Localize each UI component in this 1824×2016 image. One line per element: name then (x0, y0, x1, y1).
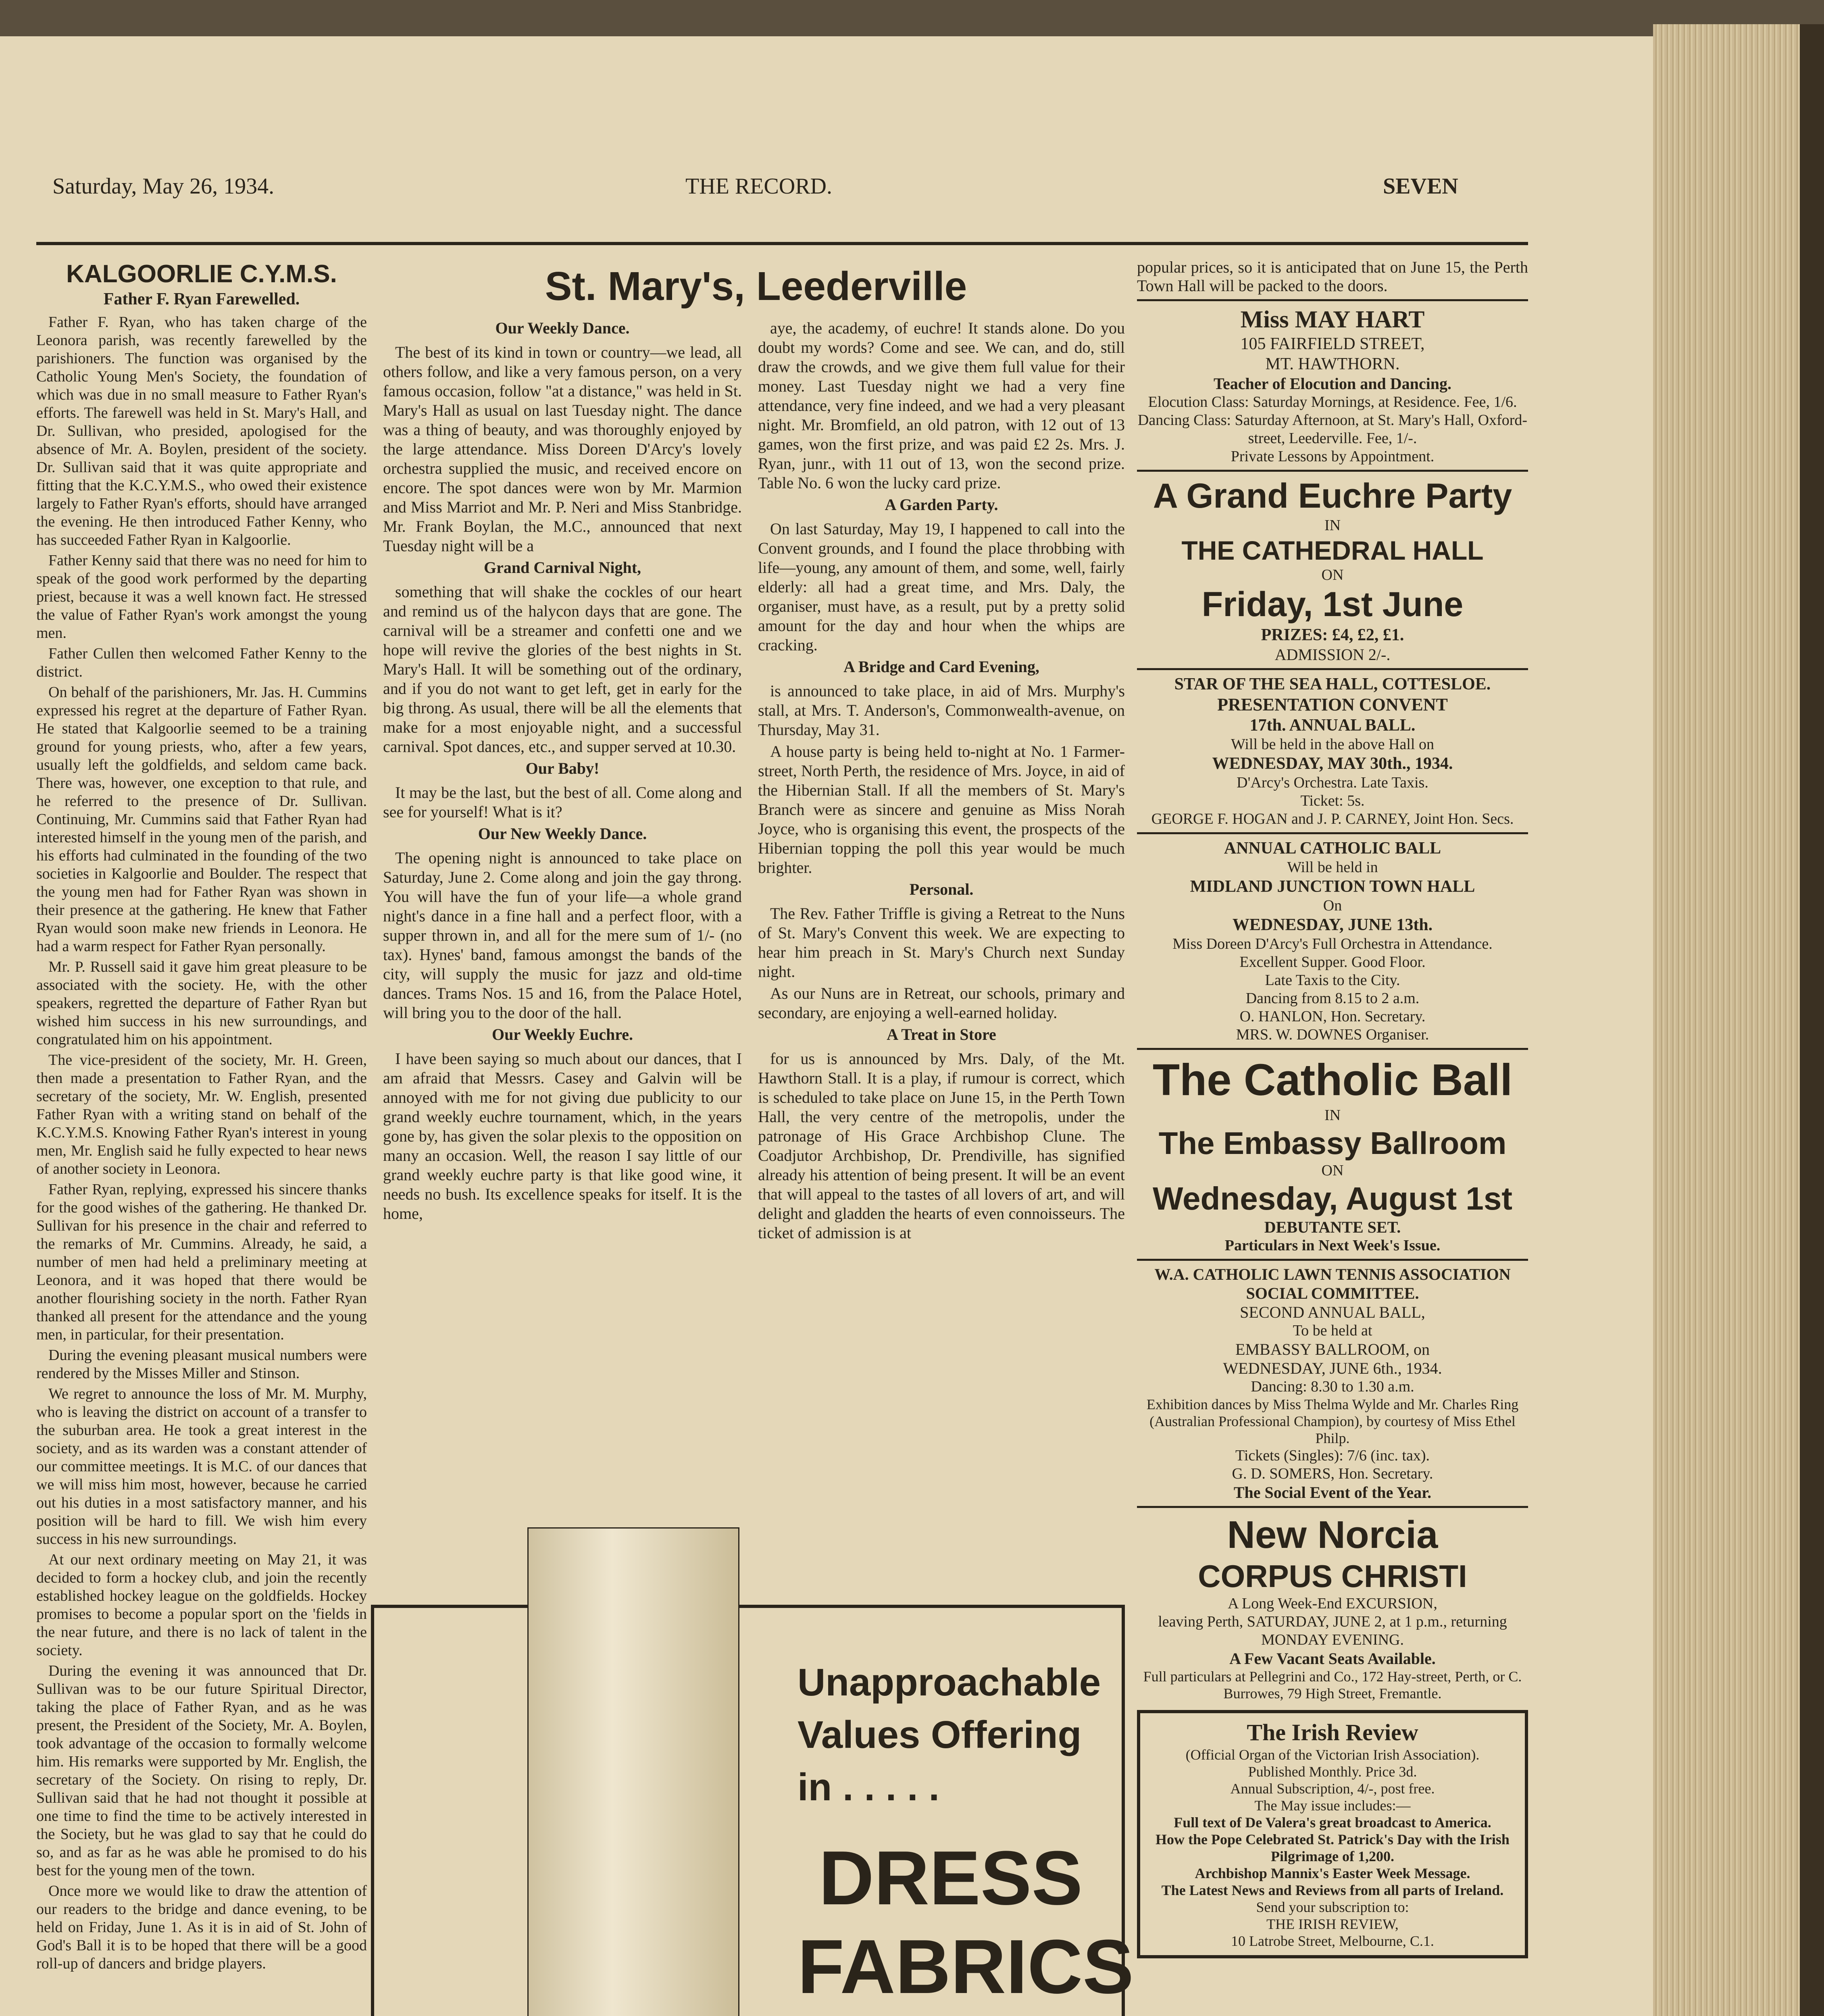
irish-review-advert (1137, 1710, 1528, 1958)
hart-line: Elocution Class: Saturday Mornings, at Residence. Fee, 1/6. (1148, 394, 1517, 410)
tennis-line: SOCIAL COMMITTEE. (1246, 1284, 1419, 1302)
kalgoorlie-paragraph: Father F. Ryan, who has taken charge of the Leonora parish, was recently farewelled by the parishioners. The function was organised by the Catholic Young Men's Society, the foundation of which was due in no small measure to Father Ryan's efforts. The farewell was held in St. Mary's Hall, and Dr. Sullivan, who presided, apologised for the absence of Mr. A. Boylen, president of the society. Dr. Sullivan said that it was quite appropriate and fitting that the K.C.Y.M.S., who owed their existence largely to Father Ryan's efforts, should have arranged the evening. He then introduced Father Kenny, who has succeeded Father Ryan in Kalgoorlie. (36, 314, 367, 548)
tagline-1: Unapproachable (797, 1661, 1101, 1704)
euchre-line: THE CATHEDRAL HALL (1181, 535, 1484, 565)
dress-heading: DRESS (818, 1835, 1083, 1921)
ball-line: The Catholic Ball (1152, 1055, 1513, 1105)
header-date: Saturday, May 26, 1934. (52, 174, 275, 199)
euchre-line: PRIZES: £4, £2, £1. (1261, 626, 1404, 644)
kalgoorlie-paragraph: The vice-president of the society, Mr. H. Green, then made a presentation to Father Ryan, and the secretary of the society, Mr. W. English, presented Father Ryan with a writing stand on behalf of the K.C.Y.M.S. Knowing Father Ryan's interest in young men, Mr. English said he fully expected to hear news of another society in Leonora. (36, 1052, 367, 1177)
tennis-line: SECOND ANNUAL BALL, (1240, 1303, 1425, 1321)
kalgoorlie-paragraph: During the evening it was announced that Dr. Sullivan was to be our future Spiritual Director, taking the place of Father Ryan, and as he was present, the President of the Society, Mr. A. Boylen, took advantage of the occasion to formally welcome him. His remarks were supported by Mr. English, the secretary of the Society. On rising to reply, Dr. Sullivan said that he had not thought it possible at one time to find the time to be actively interested in the Society, but he was glad to say that he could do so, and as far as he was able he promised to do his best for the young men of the town. (36, 1662, 367, 1879)
kalgoorlie-paragraph: Mr. P. Russell said it gave him great pleasure to be associated with the society. He, with the other speakers, regretted the departure of Father Ryan but wished him success in his new surroundings, and congratulated him on his appointment. (36, 958, 367, 1048)
kalgoorlie-subtitle: Father F. Ryan Farewelled. (103, 290, 300, 308)
section-heading: Personal. (909, 880, 974, 898)
lawn-tennis-advert (1137, 1265, 1528, 1502)
euchre-line: ON (1321, 566, 1344, 583)
irish-line: 10 Latrobe Street, Melbourne, C.1. (1231, 1933, 1434, 1949)
midland-line: O. HANLON, Hon. Secretary. (1239, 1008, 1426, 1025)
hart-line: Teacher of Elocution and Dancing. (1213, 375, 1452, 393)
kalgoorlie-title: KALGOORLIE C.Y.M.S. (66, 260, 337, 288)
kalgoorlie-column (36, 258, 367, 2016)
midland-line: Late Taxis to the City. (1265, 972, 1400, 989)
irish-line: Archbishop Mannix's Easter Week Message. (1195, 1865, 1470, 1881)
ball-line: ON (1321, 1162, 1344, 1179)
article-paragraph: something that will shake the cockles of our heart and remind us of the halycon days that are gone. The carnival will be a streamer and confetti one and we hope will revive the glories of the best nights in St. Mary's Hall. It will be something out of the ordinary, and if you do not want to get left, get in early for the big throng. As usual, there will be all the elements that make for a most enjoyable night, and a successful carnival. Spot dances, etc., and supper served at 10.30. (383, 583, 742, 756)
section-heading: A Treat in Store (887, 1025, 996, 1043)
hart-line: Miss MAY HART (1240, 306, 1425, 333)
article-paragraph: is announced to take place, in aid of Mrs. Murphy's stall, at Mrs. T. Anderson's, Commonwealth-avenue, on Thursday, May 31. (758, 682, 1125, 739)
article-paragraph: aye, the academy, of euchre! It stands alone. Do you doubt my words? Come and see. We can, and do, still draw the crowds, and we give them full value for their money. Last Tuesday night we had a very fine attendance, very fine indeed, and we had a very pleasant night. Mr. Bromfield, an old patron, with 12 out of 13 games, won the first prize, and was paid £2 2s. Mrs. J. Ryan, junr., with 11 out of 13, won the second prize. Table No. 6 won the lucky card prize. (758, 319, 1125, 492)
leederville-continued: popular prices, so it is anticipated that on June 15, the Perth Town Hall will be packed to the doors. (1137, 258, 1528, 295)
irish-line: Annual Subscription, 4/-, post free. (1230, 1781, 1435, 1797)
article-paragraph: As our Nuns are in Retreat, our schools, primary and secondary, are enjoying a well-earned holiday. (758, 984, 1125, 1022)
tagline-3: in . . . . . (797, 1766, 940, 1809)
kalgoorlie-paragraph: Father Cullen then welcomed Father Kenny to the district. (36, 645, 367, 680)
ball-line: Wednesday, August 1st (1152, 1181, 1513, 1216)
book-edge (1653, 24, 1824, 2016)
section-heading: A Bridge and Card Evening, (843, 658, 1039, 676)
tennis-line: G. D. SOMERS, Hon. Secretary. (1232, 1465, 1433, 1482)
kalgoorlie-body (36, 313, 367, 1973)
catholic-ball-advert (1137, 1054, 1528, 1255)
star-line: PRESENTATION CONVENT (1217, 695, 1448, 714)
star-line: WEDNESDAY, MAY 30th., 1934. (1212, 754, 1453, 773)
hart-line: 105 FAIRFIELD STREET, (1240, 335, 1425, 353)
irish-line: The Irish Review (1247, 1719, 1418, 1745)
ball-line: Particulars in Next Week's Issue. (1224, 1237, 1441, 1254)
ball-line: IN (1324, 1107, 1341, 1124)
norcia-line: A Few Vacant Seats Available. (1229, 1649, 1436, 1668)
star-line: Ticket: 5s. (1300, 792, 1365, 809)
norcia-line: New Norcia (1227, 1513, 1438, 1556)
leederville-title: St. Mary's, Leederville (545, 264, 967, 309)
leederville-column-1 (383, 319, 742, 1512)
kalgoorlie-paragraph: Father Ryan, replying, expressed his sincere thanks for the good wishes of the gathering. He thanked Dr. Sullivan for his presence in the chair and referred to the remarks of Mr. Cummins. Already, he said, a number of men had held a preliminary meeting at Leonora, and it was hoped that there would be another flourishing society in the north. Father Ryan thanked all present for the attendance and the young men, in particular, for their presentation. (36, 1181, 367, 1343)
tennis-line: W.A. CATHOLIC LAWN TENNIS ASSOCIATION (1154, 1265, 1511, 1283)
kalgoorlie-paragraph: Once more we would like to draw the attention of our readers to the bridge and dance evening, to be held on Friday, June 1. As it is in aid of St. John of God's Ball it is to be hoped that there will be a good roll-up of dancers and bridge players. (36, 1883, 367, 1972)
hart-line: Private Lessons by Appointment. (1231, 448, 1435, 465)
tennis-line: The Social Event of the Year. (1233, 1483, 1432, 1502)
star-line: Will be held in the above Hall on (1231, 736, 1434, 753)
midland-line: Will be held in (1287, 859, 1378, 876)
norcia-line: Full particulars at Pellegrini and Co., 172 Hay-street, Perth, or C. Burrowes, 79 High Street, Fremantle. (1143, 1668, 1522, 1702)
irish-line: Published Monthly. Price 3d. (1248, 1764, 1417, 1780)
midland-line: Miss Doreen D'Arcy's Full Orchestra in Attendance. (1172, 935, 1493, 952)
norcia-line: leaving Perth, SATURDAY, JUNE 2, at 1 p.m., returning MONDAY EVENING. (1158, 1613, 1507, 1648)
midland-line: Dancing from 8.15 to 2 a.m. (1245, 990, 1420, 1007)
tennis-line: WEDNESDAY, JUNE 6th., 1934. (1223, 1359, 1442, 1377)
midland-line: Excellent Supper. Good Floor. (1239, 954, 1426, 971)
irish-line: Send your subscription to: (1256, 1899, 1409, 1915)
tagline-2: Values Offering (797, 1713, 1082, 1756)
euchre-line: A Grand Euchre Party (1153, 477, 1512, 515)
euchre-line: ADMISSION 2/-. (1274, 646, 1391, 664)
hart-line: Dancing Class: Saturday Afternoon, at St. Mary's Hall, Oxford-street, Leederville. Fee, 1/-. (1137, 412, 1528, 447)
article-paragraph: On last Saturday, May 19, I happened to call into the Convent grounds, and I found the place throbbing with life—young, any amount of them, and some, well, fairly elderly: all had a great time, and Mrs. Daly, the organiser, must have, as a result, put by a pretty solid amount for the day and hour when the whips are cracking. (758, 520, 1125, 654)
tennis-line: Dancing: 8.30 to 1.30 a.m. (1251, 1378, 1414, 1395)
star-line: 17th. ANNUAL BALL. (1249, 716, 1416, 735)
euchre-party-advert (1137, 476, 1528, 664)
fabric-roll-illustration (527, 1527, 739, 2016)
midland-line: WEDNESDAY, JUNE 13th. (1232, 916, 1433, 934)
tennis-line: Exhibition dances by Miss Thelma Wylde and Mr. Charles Ring (Australian Professional Champion), by courtesy of Miss Ethel Philp. (1146, 1396, 1519, 1446)
sidebar-adverts (1137, 258, 1528, 1958)
kalgoorlie-paragraph: We regret to announce the loss of Mr. M. Murphy, who is leaving the district on account of a transfer to the suburban area. He took a great interest in the society, and as its warden was a constant attender of our committee meetings. It is M.C. of our dances that we will miss him most, however, because he carried out his duties in a most satisfactory manner, and his position will be hard to fill. We wish him every success in his new surroundings. (36, 1385, 367, 1547)
article-paragraph: The best of its kind in town or country—we lead, all others follow, and like a very famous person, on a very famous occasion, follow "at a distance," was held in St. Mary's Hall as usual on last Tuesday night. The dance was a thing of beauty, and was thoroughly enjoyed by the large attendance. Miss Doreen D'Arcy's lovely orchestra supplied the music, and received encore on encore. The spot dances were won by Mr. Marmion and Miss Marriot and Mr. P. Neri and Miss Stanbridge. Mr. Frank Boylan, the M.C., announced that next Tuesday night will be a (383, 343, 742, 555)
ball-line: The Embassy Ballroom (1158, 1125, 1507, 1161)
new-norcia-advert (1137, 1512, 1528, 1702)
star-line: GEORGE F. HOGAN and J. P. CARNEY, Joint Hon. Secs. (1151, 810, 1514, 827)
article-paragraph: The opening night is announced to take place on Saturday, June 2. Come along and join the gay throng. You will have the fun of your life—a whole grand night's dance in a fine hall and a perfect floor, with a supper thrown in, and all for the mere sum of 1/- (no tax). Hynes' band, famous amongst the bands of the city, will supply the music for jazz and old-time dances. Trams Nos. 15 and 16, from the Palace Hotel, will bring you to the door of the hall. (383, 849, 742, 1022)
boans-advert (371, 1605, 1134, 2016)
star-of-the-sea-advert (1137, 674, 1528, 828)
kalgoorlie-paragraph: On behalf of the parishioners, Mr. Jas. H. Cummins expressed his regret at the departure of Father Ryan. He stated that Kalgoorlie seemed to be a training ground for young priests, who, after a few years, usually left the goldfields, and seldom came back. There was, however, one exception to that rule, and he referred to the presence of Dr. Sullivan. Continuing, Mr. Cummins said that Father Ryan had interested himself in the young men of the parish, and his efforts had culminated in the founding of the two societies in Kalgoorlie and Boulder. The respect that the young men had for Father Ryan was shown in their presence at the gathering. He knew that Father Ryan would soon make new friends in Leonora. He had a warm respect for Father Ryan personally. (36, 684, 367, 955)
midland-line: MIDLAND JUNCTION TOWN HALL (1190, 877, 1475, 896)
article-paragraph: for us is announced by Mrs. Daly, of the Mt. Hawthorn Stall. It is a play, if rumour is correct, which is scheduled to take place on June 15, in the Perth Town Hall, the very centre of the metropolis, under the patronage of His Grace Archbishop Clune. The Coadjutor Archbishop, Dr. Prendiville, has signified already his attention of being present. It will be an event that will appeal to the tastes of all lovers of art, and will delight and gladden the hearts of even connoisseurs. The ticket of admission is at (758, 1050, 1125, 1242)
midland-ball-advert (1137, 838, 1528, 1044)
euchre-line: Friday, 1st June (1201, 585, 1464, 624)
irish-line: THE IRISH REVIEW, (1266, 1916, 1399, 1932)
star-line: STAR OF THE SEA HALL, COTTESLOE. (1174, 675, 1491, 694)
header-rule (36, 242, 1528, 245)
kalgoorlie-paragraph: During the evening pleasant musical numbers were rendered by the Misses Miller and Stinson. (36, 1347, 367, 1382)
article-paragraph: A house party is being held to-night at No. 1 Farmer-street, North Perth, the residence of Mrs. Joyce, in aid of the Hibernian Stall. If all the members of St. Mary's Branch were as sincere and genuine as Miss Norah Joyce, who is organising this event, the prospects of the Hibernian topping the poll this year would be much brighter. (758, 742, 1125, 877)
norcia-line: CORPUS CHRISTI (1198, 1558, 1467, 1594)
kalgoorlie-paragraph: Father Kenny said that there was no need for him to speak of the good work performed by the departing priest, because it was a well known fact. He stressed the value of Father Ryan's work amongst the young men. (36, 552, 367, 641)
fabrics-heading: FABRICS (797, 1924, 1134, 2010)
may-hart-advert (1137, 305, 1528, 466)
kalgoorlie-paragraph: At our next ordinary meeting on May 21, it was decided to form a hockey club, and join the recently established hockey league on the goldfields. Hockey promises to become a popular sport on the 'fields in the near future, and there is no lack of talent in the society. (36, 1551, 367, 1659)
article-paragraph: I have been saying so much about our dances, that I am afraid that Messrs. Casey and Galvin will be annoyed with me for not giving due publicity to our grand weekly euchre tournament, which, in the years gone by, has given the solar plexis to the opposition on many an occasion. Well, the reason I say little of our grand weekly euchre party is that like good wine, it needs no bush. Its excellence speaks for itself. It is the home, (383, 1050, 742, 1223)
ball-line: DEBUTANTE SET. (1264, 1218, 1401, 1236)
tennis-line: EMBASSY BALLROOM, on (1235, 1340, 1430, 1358)
midland-line: MRS. W. DOWNES Organiser. (1236, 1026, 1429, 1043)
irish-line: (Official Organ of the Victorian Irish Association). (1185, 1747, 1480, 1763)
irish-line: The May issue includes:— (1254, 1797, 1411, 1814)
leederville-column-2 (758, 319, 1125, 1512)
euchre-line: IN (1324, 517, 1341, 534)
header-paper-name: THE RECORD. (685, 174, 832, 199)
midland-line: On (1323, 897, 1342, 914)
section-heading: Our Weekly Euchre. (491, 1025, 633, 1043)
header-page-number: SEVEN (1383, 174, 1458, 199)
tennis-line: To be held at (1293, 1322, 1372, 1339)
section-heading: Our Weekly Dance. (495, 319, 630, 337)
irish-line: The Latest News and Reviews from all parts of Ireland. (1161, 1882, 1504, 1898)
section-heading: Our New Weekly Dance. (478, 825, 647, 843)
midland-line: ANNUAL CATHOLIC BALL (1224, 839, 1441, 858)
hart-line: MT. HAWTHORN. (1265, 355, 1400, 373)
irish-line: Full text of De Valera's great broadcast to America. (1174, 1814, 1491, 1831)
section-heading: Grand Carnival Night, (483, 558, 641, 577)
star-line: D'Arcy's Orchestra. Late Taxis. (1237, 774, 1428, 791)
article-paragraph: It may be the last, but the best of all. Come along and see for yourself! What is it? (383, 783, 742, 821)
tennis-line: Tickets (Singles): 7/6 (inc. tax). (1235, 1447, 1430, 1464)
article-paragraph: The Rev. Father Triffle is giving a Retreat to the Nuns of St. Mary's Convent this week. We are expecting to hear him preach in St. Mary's Church next Sunday night. (758, 904, 1125, 981)
irish-line: How the Pope Celebrated St. Patrick's Day with the Irish Pilgrimage of 1,200. (1156, 1831, 1510, 1864)
section-heading: A Garden Party. (885, 496, 998, 514)
norcia-line: A Long Week-End EXCURSION, (1228, 1595, 1437, 1612)
section-heading: Our Baby! (525, 759, 600, 777)
